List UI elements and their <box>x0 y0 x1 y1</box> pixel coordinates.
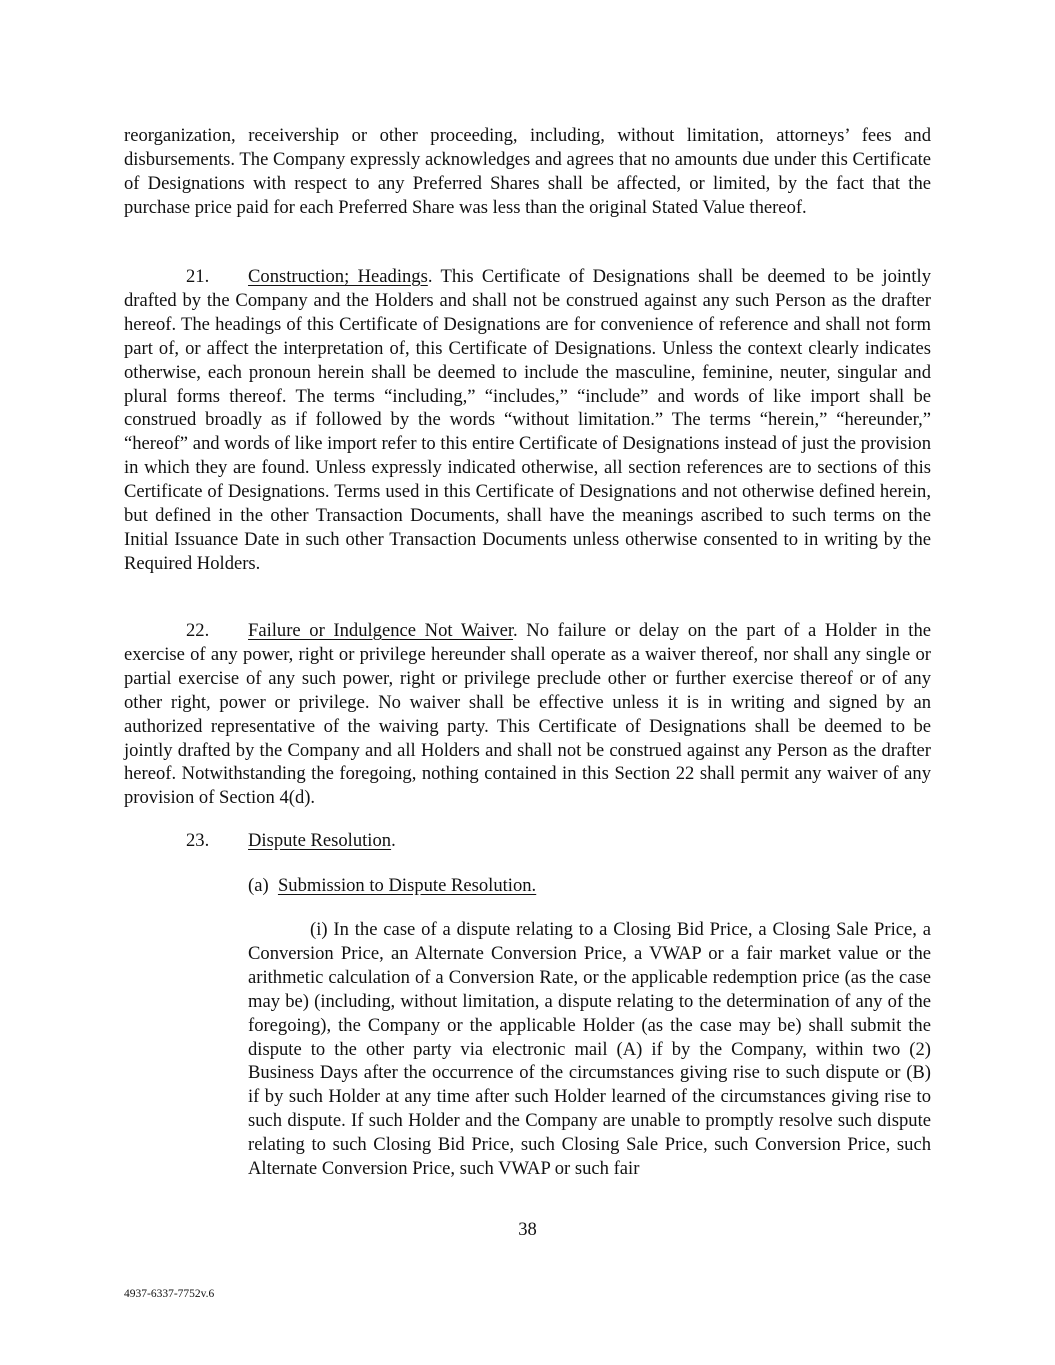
section-22-number: 22. <box>186 620 210 641</box>
section-23-number: 23. <box>186 830 210 851</box>
section-21-heading: Construction; Headings <box>248 266 428 287</box>
section-21-body: . This Certificate of Designations shall be deemed to be jointly drafted by the Company and the Holders and shall not be construed against any such Person as the drafter hereof. The headings of this Certificate of Designations are for convenience of reference and shall not form part of, or affect the interpretation of, this Certificate of Designations. Unless the context clearly indicates otherwise, each pronoun herein shall be deemed to include the masculine, feminine, neuter, singular and plural forms thereof. The terms “including,” “includes,” “include” and words of like import shall be construed broadly as if followed by the words “without limitation.” The terms “herein,” “hereunder,” “hereof” and words of like import refer to this entire Certificate of Designations instead of just the provision in which they are found. Unless expressly indicated otherwise, all section references are to sections of this Certificate of Designations. Terms used in this Certificate of Designations and not otherwise defined herein, but defined in the other Transaction Documents, shall have the meanings ascribed to such terms on the Initial Issuance Date in such other Transaction Documents unless otherwise consented to in writing by the Required Holders. <box>124 266 931 574</box>
section-22-heading: Failure or Indulgence Not Waiver <box>248 620 514 641</box>
section-23-heading-line <box>186 829 396 853</box>
subsection-a-heading: Submission to Dispute Resolution. <box>277 875 537 896</box>
section-21-paragraph <box>124 265 931 576</box>
subsection-a-heading-line <box>248 874 536 898</box>
carryover-paragraph: reorganization, receivership or other proceeding, including, without limitation, attorneys’ fees and disbursements. The Company expressly acknowledges and agrees that no amounts due under this Certificate of Designations with respect to any Preferred Shares shall be affected, or limited, by the fact that the purchase price paid for each Preferred Share was less than the original Stated Value thereof. <box>124 125 931 218</box>
section-21-number: 21. <box>186 266 210 287</box>
subsection-a-label: (a) <box>248 875 269 896</box>
document-id: 4937-6337-7752v.6 <box>124 1288 215 1300</box>
clause-i-paragraph: (i) In the case of a dispute relating to a Closing Bid Price, a Closing Sale Price, a Conversion Price, an Alternate Conversion Price, a VWAP or a fair market value or the arithmetic calculation of a Conversion Rate, or the applicable redemption price (as the case may be) (including, without limitation, a dispute relating to the determination of any of the foregoing), the Company or the applicable Holder (as the case may be) shall submit the dispute to the other party via electronic mail (A) if by the Company, within two (2) Business Days after the occurrence of the circumstances giving rise to such dispute or (B) if by such Holder at any time after such Holder learned of the circumstances giving rise to such dispute. If such Holder and the Company are unable to promptly resolve such dispute relating to such Closing Bid Price, such Closing Sale Price, such Conversion Price, such Alternate Conversion Price, such VWAP or such fair <box>248 919 931 1180</box>
page-number: 38 <box>518 1219 537 1240</box>
section-22-body: . No failure or delay on the part of a Holder in the exercise of any power, right or privilege hereunder shall operate as a waiver thereof, nor shall any single or partial exercise of any such power, right or privilege preclude other or further exercise thereof or of any other right, power or privilege. No waiver shall be effective unless it is in writing and signed by an authorized representative of the waiving party. This Certificate of Designations shall be deemed to be jointly drafted by the Company and all Holders and shall not be construed against any Person as the drafter hereof. Notwithstanding the foregoing, nothing contained in this Section 22 shall permit any waiver of any provision of Section 4(d). <box>124 620 931 809</box>
section-23-heading-suffix: . <box>391 830 396 851</box>
section-22-paragraph <box>124 619 931 810</box>
section-23-heading: Dispute Resolution <box>248 830 392 851</box>
